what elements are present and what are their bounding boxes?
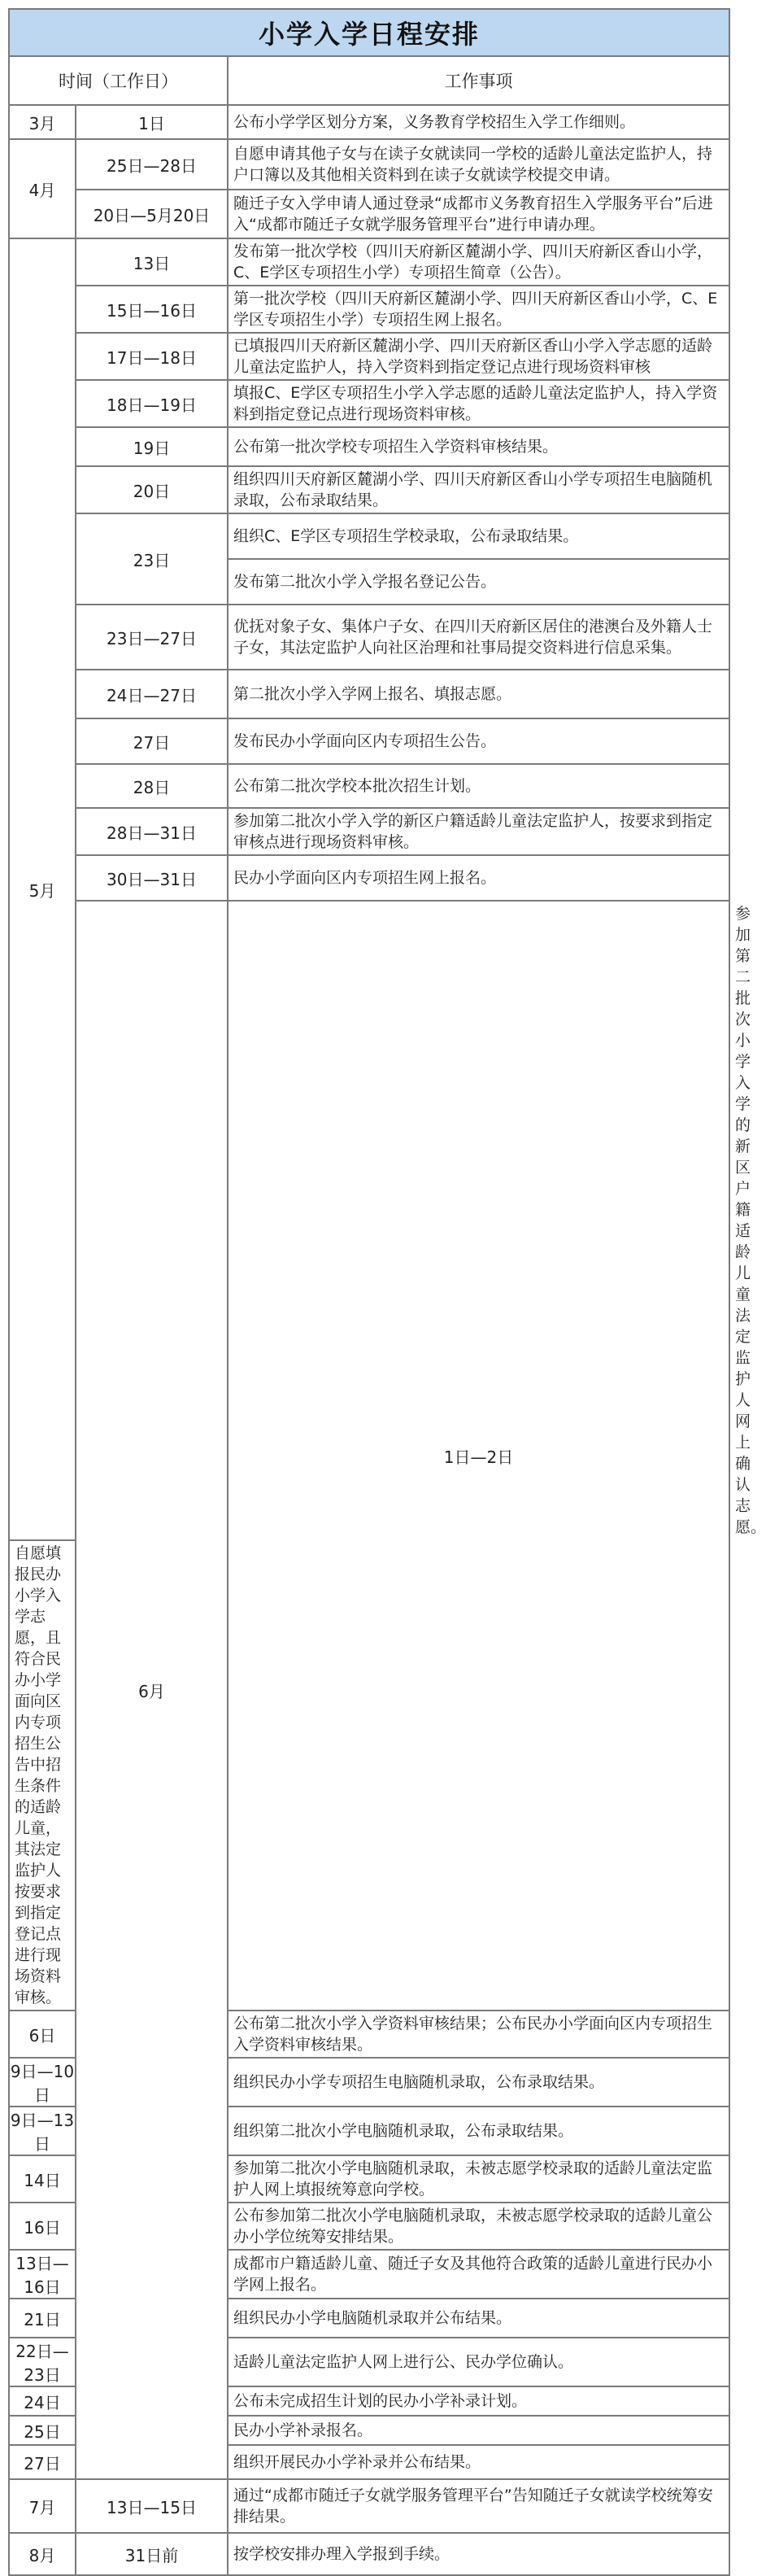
task-cell: 组织C、E学区专项招生学校录取，公布录取结果。 bbox=[228, 513, 729, 559]
date-cell: 1日—2日 bbox=[228, 901, 729, 2011]
date-cell: 6日 bbox=[9, 2011, 76, 2058]
task-cell: 公布未完成招生计划的民办小学补录计划。 bbox=[228, 2386, 729, 2416]
task-cell: 已填报四川天府新区麓湖小学、四川天府新区香山小学入学志愿的适龄儿童法定监护人，持入学资料到指定登记点进行现场资料审核 bbox=[228, 333, 729, 380]
task-cell: 组织开展民办小学补录并公布结果。 bbox=[228, 2445, 729, 2479]
task-cell: 组织第二批次小学电脑随机录取，公布录取结果。 bbox=[228, 2107, 729, 2155]
date-cell: 30日—31日 bbox=[76, 855, 228, 901]
date-cell: 20日 bbox=[76, 466, 228, 513]
table-row bbox=[9, 190, 729, 238]
month-cell-may: 5月 bbox=[9, 238, 76, 1540]
task-cell: 公布参加第二批次小学电脑随机录取，未被志愿学校录取的适龄儿童公办小学位统筹安排结果。 bbox=[228, 2203, 729, 2250]
task-cell: 随迁子女入学申请人通过登录“成都市义务教育招生入学服务平台”后进入“成都市随迁子女就学服务管理平台”进行申请办理。 bbox=[228, 190, 729, 238]
task-cell: 发布民办小学面向区内专项招生公告。 bbox=[228, 718, 729, 764]
table-row bbox=[9, 139, 729, 190]
table-row bbox=[9, 427, 729, 466]
task-cell: 参加第二批次小学电脑随机录取，未被志愿学校录取的适龄儿童法定监护人网上填报统筹意向学校。 bbox=[228, 2155, 729, 2203]
month-cell-august: 8月 bbox=[9, 2533, 76, 2575]
page-title: 小学入学日程安排 bbox=[9, 9, 729, 56]
date-cell: 13日—15日 bbox=[76, 2479, 228, 2533]
task-cell: 发布第一批次学校（四川天府新区麓湖小学、四川天府新区香山小学，C、E学区专项招生小学）专项招生简章（公告）。 bbox=[228, 238, 729, 286]
date-cell: 22日—23日 bbox=[9, 2338, 76, 2386]
task-cell: 自愿填报民办小学入学志愿，且符合民办小学面向区内专项招生公告中招生条件的适龄儿童，其法定监护人按要求到指定登记点进行现场资料审核。 bbox=[9, 1540, 76, 2011]
date-cell: 28日 bbox=[76, 764, 228, 808]
table-row bbox=[9, 2479, 729, 2533]
table-row bbox=[9, 2533, 729, 2575]
date-cell: 20日—5月20日 bbox=[76, 190, 228, 238]
date-cell: 23日—27日 bbox=[76, 605, 228, 670]
date-cell: 9日—13日 bbox=[9, 2107, 76, 2155]
task-cell: 通过“成都市随迁子女就学服务管理平台”告知随迁子女就读学校统筹安排结果。 bbox=[228, 2479, 729, 2533]
table-row bbox=[9, 286, 729, 333]
date-cell: 31日前 bbox=[76, 2533, 228, 2575]
table-row bbox=[9, 764, 729, 808]
table-row bbox=[9, 380, 729, 427]
task-cell: 适龄儿童法定监护人网上进行公、民办学位确认。 bbox=[228, 2338, 729, 2386]
month-cell-march: 3月 bbox=[9, 105, 76, 139]
task-cell: 公布第二批次学校本批次招生计划。 bbox=[228, 764, 729, 808]
task-cell: 公布第二批次小学入学资料审核结果；公布民办小学面向区内专项招生入学资料审核结果。 bbox=[228, 2011, 729, 2058]
date-cell: 28日—31日 bbox=[76, 808, 228, 855]
date-cell: 25日—28日 bbox=[76, 139, 228, 190]
task-cell: 优抚对象子女、集体户子女、在四川天府新区居住的港澳台及外籍人士子女，其法定监护人向社区治理和社事局提交资料进行信息采集。 bbox=[228, 605, 729, 670]
task-cell: 按学校安排办理入学报到手续。 bbox=[228, 2533, 729, 2575]
time-column-header: 时间（工作日） bbox=[9, 56, 228, 105]
date-cell: 14日 bbox=[9, 2155, 76, 2203]
schedule-table-wrapper bbox=[8, 8, 766, 2576]
date-cell: 21日 bbox=[9, 2299, 76, 2338]
task-cell: 发布第二批次小学入学报名登记公告。 bbox=[228, 559, 729, 605]
date-cell: 19日 bbox=[76, 427, 228, 466]
task-cell: 参加第二批次小学入学的新区户籍适龄儿童法定监护人，按要求到指定审核点进行现场资料审核。 bbox=[228, 808, 729, 855]
date-cell: 27日 bbox=[76, 718, 228, 764]
date-cell: 16日 bbox=[9, 2203, 76, 2250]
schedule-table bbox=[8, 8, 766, 2576]
task-cell: 民办小学面向区内专项招生网上报名。 bbox=[228, 855, 729, 901]
date-cell: 1日 bbox=[76, 105, 228, 139]
table-row bbox=[9, 333, 729, 380]
task-cell: 组织民办小学专项招生电脑随机录取，公布录取结果。 bbox=[228, 2058, 729, 2107]
date-cell: 9日—10日 bbox=[9, 2058, 76, 2107]
table-row: 6月 1日—2日 参加第二批次小学入学的新区户籍适龄儿童法定监护人网上确认志愿。 bbox=[9, 901, 729, 1540]
table-row bbox=[9, 513, 729, 559]
table-row bbox=[9, 718, 729, 764]
date-cell: 13日—16日 bbox=[9, 2250, 76, 2299]
task-cell: 自愿申请其他子女与在读子女就读同一学校的适龄儿童法定监护人，持户口簿以及其他相关资料到在读子女就读学校提交申请。 bbox=[228, 139, 729, 190]
month-cell-july: 7月 bbox=[9, 2479, 76, 2533]
task-cell: 公布小学学区划分方案，义务教育学校招生入学工作细则。 bbox=[228, 105, 729, 139]
date-cell: 15日—16日 bbox=[76, 286, 228, 333]
task-cell: 填报C、E学区专项招生小学入学志愿的适龄儿童法定监护人，持入学资料到指定登记点进行现场资料审核。 bbox=[228, 380, 729, 427]
date-cell: 27日 bbox=[9, 2445, 76, 2479]
date-cell: 17日—18日 bbox=[76, 333, 228, 380]
date-cell: 24日—27日 bbox=[76, 670, 228, 718]
table-row bbox=[9, 466, 729, 513]
date-cell: 24日 bbox=[9, 2386, 76, 2416]
table-row bbox=[9, 105, 729, 139]
date-cell: 25日 bbox=[9, 2416, 76, 2445]
table-row bbox=[9, 605, 729, 670]
table-row bbox=[9, 855, 729, 901]
task-cell: 民办小学补录报名。 bbox=[228, 2416, 729, 2445]
table-row bbox=[9, 808, 729, 855]
task-cell: 公布第一批次学校专项招生入学资料审核结果。 bbox=[228, 427, 729, 466]
title-row bbox=[9, 9, 729, 56]
task-cell: 组织四川天府新区麓湖小学、四川天府新区香山小学专项招生电脑随机录取，公布录取结果。 bbox=[228, 466, 729, 513]
month-cell-june: 6月 bbox=[76, 901, 228, 2479]
table-row bbox=[9, 238, 729, 286]
date-cell: 23日 bbox=[76, 513, 228, 605]
date-cell: 13日 bbox=[76, 238, 228, 286]
task-cell: 组织民办小学电脑随机录取并公布结果。 bbox=[228, 2299, 729, 2338]
task-cell: 第二批次小学入学网上报名、填报志愿。 bbox=[228, 670, 729, 718]
month-cell-april: 4月 bbox=[9, 139, 76, 238]
header-row bbox=[9, 56, 729, 105]
task-cell: 第一批次学校（四川天府新区麓湖小学、四川天府新区香山小学，C、E学区专项招生小学）专项招生网上报名。 bbox=[228, 286, 729, 333]
task-cell: 成都市户籍适龄儿童、随迁子女及其他符合政策的适龄儿童进行民办小学网上报名。 bbox=[228, 2250, 729, 2299]
date-cell: 18日—19日 bbox=[76, 380, 228, 427]
task-column-header: 工作事项 bbox=[228, 56, 729, 105]
table-row bbox=[9, 670, 729, 718]
